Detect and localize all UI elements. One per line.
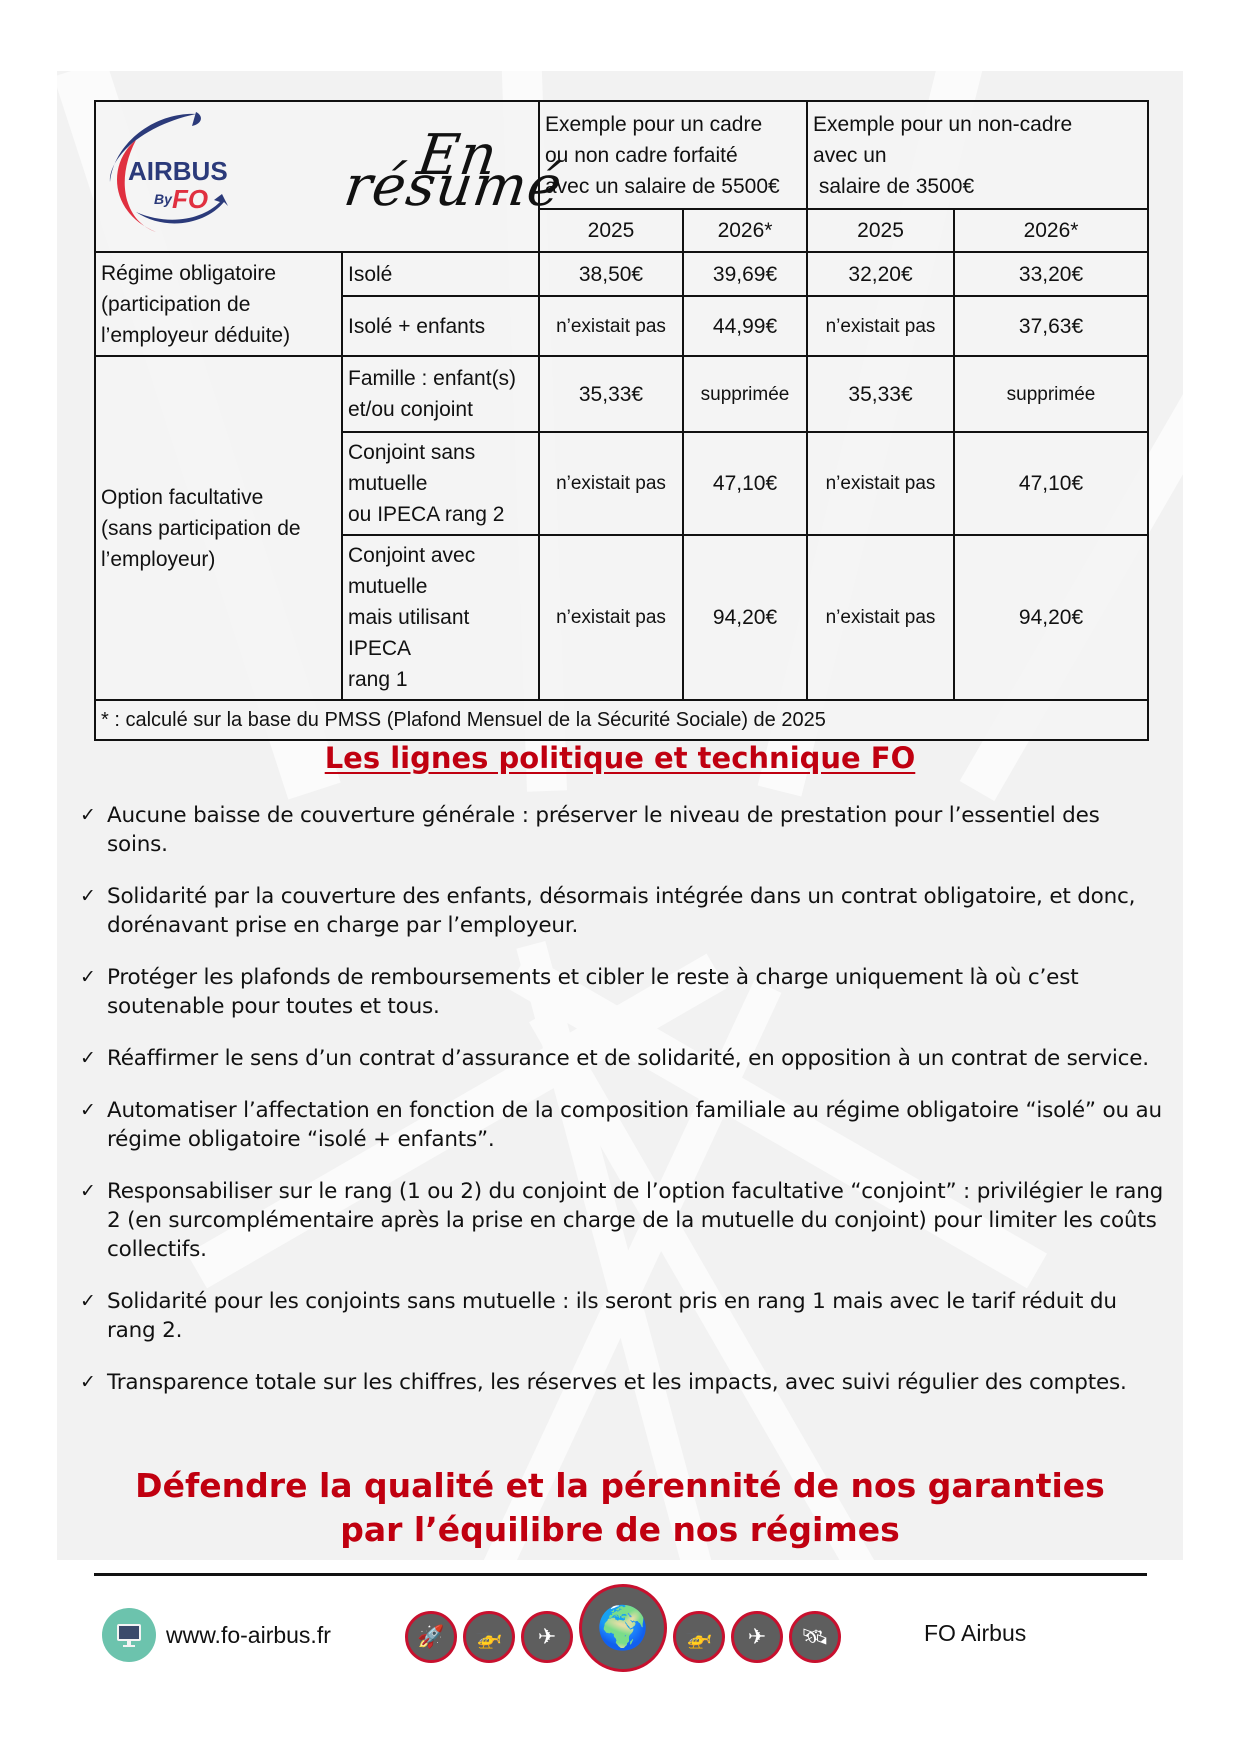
row-label-line: Conjoint sans mutuelle	[348, 441, 476, 495]
footer-divider	[94, 1573, 1147, 1576]
table-cell: 47,10€	[683, 432, 807, 535]
check-icon: ✓	[80, 1099, 96, 1121]
list-item-text: Automatiser l’affectation en fonction de la composition familiale au régime obligatoire “isolé” ou au régime obligatoire “isolé + enfants”.	[107, 1098, 1162, 1152]
row-label: Isolé	[342, 252, 539, 296]
list-item-text: Responsabiliser sur le rang (1 ou 2) du conjoint de l’option facultative “conjoint” : privilégier le rang 2 (en surcomplémentaire après la prise en charge de la mutuelle du conjoint) pour limiter les coûts collectifs.	[107, 1179, 1164, 1262]
table-footnote: * : calculé sur la base du PMSS (Plafond Mensuel de la Sécurité Sociale) de 2025	[95, 700, 1148, 740]
table-cell: 35,33€	[539, 356, 683, 432]
row-group-label-line: (participation de	[101, 292, 251, 316]
list-item	[80, 1044, 1165, 1073]
row-label-line: rang 1	[348, 668, 408, 691]
summary-table	[94, 100, 1149, 741]
row-group-label-line: Régime obligatoire	[101, 261, 277, 285]
closing-statement	[57, 1464, 1183, 1552]
drone-plane-icon: ✈	[521, 1611, 573, 1663]
column-group-line: avec un	[813, 143, 887, 167]
page-background-panel	[57, 71, 1183, 1560]
closing-line: Défendre la qualité et la pérennité de nos garanties	[135, 1466, 1105, 1505]
row-label	[342, 535, 539, 700]
row-label-line: Famille : enfant(s)	[348, 367, 517, 390]
table-footnote-row	[95, 700, 1148, 740]
row-group-label-line: l’employeur)	[101, 547, 216, 571]
list-item-text: Transparence totale sur les chiffres, les réserves et les impacts, avec suivi régulier des comptes.	[107, 1370, 1127, 1395]
table-cell: n’existait pas	[539, 535, 683, 700]
list-item-text: Protéger les plafonds de remboursements et cibler le reste à charge uniquement là où c’est soutenable pour toutes et tous.	[107, 965, 1079, 1019]
column-group-cadre	[539, 101, 807, 209]
year-header: 2026*	[954, 209, 1148, 252]
row-group-label-line: Option facultative	[101, 485, 264, 509]
table-cell: 32,20€	[807, 252, 954, 296]
globe-icon: 🌍	[579, 1584, 667, 1672]
table-cell: 44,99€	[683, 296, 807, 356]
list-item	[80, 1096, 1165, 1154]
row-label-line: mais utilisant IPECA	[348, 606, 470, 660]
list-item	[80, 1287, 1165, 1345]
brand-name: FO Airbus	[924, 1620, 1027, 1646]
table-cell: 33,20€	[954, 252, 1148, 296]
svg-text:FO: FO	[172, 184, 209, 214]
table-row	[95, 252, 1148, 296]
table-cell: 94,20€	[683, 535, 807, 700]
website-link[interactable]	[102, 1608, 331, 1662]
table-cell: 94,20€	[954, 535, 1148, 700]
list-item	[80, 1368, 1165, 1397]
list-item-text: Solidarité par la couverture des enfants, désormais intégrée dans un contrat obligatoire, et donc, dorénavant prise en charge par l’employeur.	[107, 884, 1136, 938]
check-icon: ✓	[80, 1290, 96, 1312]
column-group-line: avec un salaire de 5500€	[545, 174, 780, 198]
points-list	[80, 801, 1165, 1420]
satellite-icon: 🛰	[789, 1611, 841, 1663]
table-header-row	[95, 101, 1148, 209]
svg-text:AIRBUS: AIRBUS	[128, 156, 228, 186]
row-group-label-regime-obligatoire	[95, 252, 342, 356]
row-label	[342, 432, 539, 535]
list-item	[80, 1177, 1165, 1264]
footer	[0, 1580, 1240, 1680]
table-cell: n’existait pas	[539, 432, 683, 535]
column-group-line: Exemple pour un cadre	[545, 112, 763, 136]
row-group-label-line: l’employeur déduite)	[101, 323, 291, 347]
year-header: 2025	[807, 209, 954, 252]
table-cell: 39,69€	[683, 252, 807, 296]
check-icon: ✓	[80, 1180, 96, 1202]
svg-text:By: By	[154, 191, 172, 207]
check-icon: ✓	[80, 1047, 96, 1069]
row-label-line: ou IPECA rang 2	[348, 503, 505, 526]
row-label-line: et/ou conjoint	[348, 398, 473, 421]
table-row	[95, 356, 1148, 432]
helicopter-icon: 🚁	[463, 1611, 515, 1663]
check-icon: ✓	[80, 966, 96, 988]
column-group-line: Exemple pour un non-cadre	[813, 112, 1073, 136]
table-cell: supprimée	[683, 356, 807, 432]
helicopter-side-icon: 🚁	[673, 1611, 725, 1663]
list-item-text: Aucune baisse de couverture générale : préserver le niveau de prestation pour l’essentiel des soins.	[107, 803, 1100, 857]
section-title: Les lignes politique et technique FO	[324, 741, 916, 775]
page-title: En résumé	[340, 122, 567, 219]
column-group-line: salaire de 3500€	[813, 174, 975, 198]
table-cell: n’existait pas	[807, 432, 954, 535]
list-item	[80, 882, 1165, 940]
list-item-text: Réaffirmer le sens d’un contrat d’assurance et de solidarité, en opposition à un contrat de service.	[107, 1046, 1149, 1071]
table-cell: 37,63€	[954, 296, 1148, 356]
rocket-icon: 🚀	[405, 1611, 457, 1663]
check-icon: ✓	[80, 804, 96, 826]
closing-line: par l’équilibre de nos régimes	[340, 1510, 900, 1549]
check-icon: ✓	[80, 885, 96, 907]
page-title-cell	[340, 101, 567, 252]
airbus-by-fo-logo-icon	[96, 102, 246, 242]
website-url[interactable]: www.fo-airbus.fr	[166, 1621, 331, 1648]
check-icon: ✓	[80, 1371, 96, 1393]
list-item-text: Solidarité pour les conjoints sans mutuelle : ils seront pris en rang 1 mais avec le tarif réduit du rang 2.	[107, 1289, 1117, 1343]
row-label: Isolé + enfants	[342, 296, 539, 356]
table-cell: supprimée	[954, 356, 1148, 432]
activity-icons	[405, 1584, 841, 1672]
table-cell: n’existait pas	[539, 296, 683, 356]
row-label-line: Conjoint avec mutuelle	[348, 544, 476, 598]
table-cell: 38,50€	[539, 252, 683, 296]
logo-cell	[95, 101, 342, 252]
year-header: 2025	[539, 209, 683, 252]
row-group-label-line: (sans participation de	[101, 516, 301, 540]
column-group-non-cadre	[807, 101, 1148, 209]
table-cell: n’existait pas	[807, 296, 954, 356]
column-group-line: ou non cadre forfaité	[545, 143, 738, 167]
year-header: 2026*	[683, 209, 807, 252]
table-cell: 47,10€	[954, 432, 1148, 535]
table-cell: n’existait pas	[807, 535, 954, 700]
list-item	[80, 963, 1165, 1021]
list-item	[80, 801, 1165, 859]
row-label	[342, 356, 539, 432]
table-cell: 35,33€	[807, 356, 954, 432]
row-group-label-option-facultative	[95, 356, 342, 700]
monitor-icon	[102, 1608, 156, 1662]
airplane-icon: ✈	[731, 1611, 783, 1663]
